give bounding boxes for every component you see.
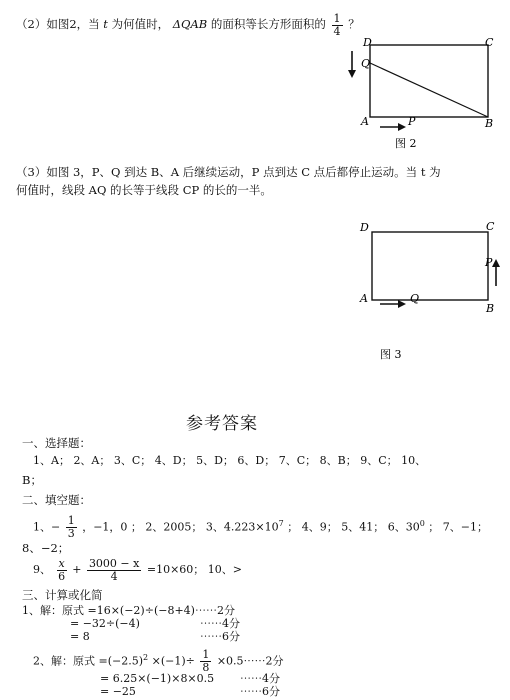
- q2-frac-num: 1: [333, 11, 341, 25]
- calc-2-line-2-score: ⋯⋯4分: [240, 672, 280, 685]
- fig3-label-a: A: [360, 292, 368, 305]
- fig2-label-d: D: [363, 36, 372, 49]
- q2-frac-den: 4: [333, 24, 341, 38]
- calc2-exponent: 2: [143, 653, 149, 662]
- figure-3: [350, 218, 505, 368]
- section-3-heading: 三、计算或化简: [22, 588, 103, 602]
- fill1-part-d: ； 7、−1；: [428, 520, 489, 534]
- question-2: [16, 10, 360, 38]
- fill9-fraction-2: [87, 558, 141, 583]
- fill9-f1-den: 6: [58, 569, 66, 583]
- calc-2-line-3: = −25: [100, 685, 136, 698]
- calc2-frac-num: 1: [202, 648, 210, 662]
- fill-answers-line-2: 8、−2；: [22, 541, 70, 555]
- calc2-part-a: 2、解：原式 =(−2.5): [33, 654, 144, 668]
- fig2-rectangle: [370, 45, 488, 117]
- q2-fraction: [332, 13, 343, 38]
- fill9-f2-den: 4: [110, 569, 118, 583]
- fig2-label-a: A: [361, 115, 369, 128]
- fill1-part-c: ； 4、9； 5、41； 6、30: [287, 520, 420, 534]
- fig2-down-arrow-icon: [348, 51, 356, 78]
- answers-title: 参考答案: [186, 414, 258, 434]
- section-1-answers-line-1: 1、A； 2、A； 3、C； 4、D； 5、D； 6、D； 7、C； 8、B； 9、C； 10、: [33, 454, 427, 467]
- fig3-up-arrow-icon: [492, 259, 500, 286]
- fig2-label-b: B: [485, 117, 494, 130]
- fig3-label-b: B: [486, 302, 495, 315]
- calc2-part-b: ×(−1)÷: [151, 654, 195, 668]
- fill1-fraction: [66, 515, 77, 540]
- fill-answers-line-1: [33, 509, 488, 539]
- section-2-heading: 二、填空题：: [22, 493, 91, 507]
- q2-suffix: 的面积等长方形面积的: [210, 17, 326, 31]
- fill9-fraction-1: [57, 558, 67, 583]
- fig3-label-q: Q: [410, 292, 420, 305]
- q2-prefix: （2）如图2，当: [16, 17, 100, 31]
- fill1-part-a: 1、−: [33, 520, 61, 534]
- calc2-part-c: ×0.5⋯⋯2分: [216, 654, 284, 668]
- calc-1-line-3-score: ⋯⋯6分: [200, 630, 240, 643]
- fill1-frac-den: 3: [67, 527, 75, 541]
- figure-2: [325, 35, 505, 155]
- fig2-right-arrow-icon: [380, 123, 406, 131]
- fill9-f1-num: x: [58, 556, 65, 570]
- section-1-answers-line-2: B；: [22, 473, 42, 487]
- calc2-frac-den: 8: [202, 661, 210, 675]
- calc-2-line-3-score: ⋯⋯6分: [240, 685, 280, 698]
- fig3-label-p: P: [485, 256, 493, 269]
- calc-1-line-2: = −32÷(−4): [70, 617, 140, 630]
- fill9-plus: +: [72, 563, 82, 576]
- fill9-prefix: 9、: [33, 563, 51, 576]
- calc-2-line-2: = 6.25×(−1)×8×0.5: [100, 672, 215, 685]
- question-3-line-1: （3）如图 3，P、Q 到达 B、A 后继续运动，P 点到达 C 点后都停止运动。当 t 为: [16, 165, 441, 179]
- q2-end: ？: [348, 17, 360, 31]
- fig3-rectangle: [372, 232, 488, 300]
- q2-middle: 为何值时，: [111, 17, 170, 31]
- fill1-exponent: 7: [278, 519, 284, 528]
- fig3-right-arrow-icon: [380, 300, 406, 308]
- fill1-frac-num: 1: [67, 514, 75, 528]
- fill9-f2-num: 3000 − x: [88, 556, 140, 570]
- section-1-heading: 一、选择题：: [22, 436, 91, 450]
- calc-1-line-1: 1、解：原式 =16×(−2)÷(−8+4)⋯⋯2分: [22, 604, 235, 617]
- fig2-segment-qb: [370, 63, 488, 117]
- q2-triangle: ΔQAB: [172, 17, 208, 31]
- fig2-label-p: P: [408, 115, 416, 128]
- q2-var-t: t: [103, 17, 108, 31]
- calc-2-line-1: [33, 645, 284, 675]
- fig3-caption: 图 3: [380, 348, 402, 361]
- fill9-rest: =10×60； 10、>: [146, 563, 242, 576]
- fig3-label-c: C: [486, 220, 495, 233]
- fig2-caption: 图 2: [395, 137, 417, 150]
- fig3-label-d: D: [360, 221, 369, 234]
- calc-1-line-2-score: ⋯⋯4分: [200, 617, 240, 630]
- fig2-label-c: C: [485, 36, 494, 49]
- fill-answers-line-3: [33, 555, 242, 585]
- question-3-line-2: 何值时，线段 AQ 的长等于线段 CP 的长的一半。: [16, 183, 272, 197]
- fill1-part-b: ，−1，0 ； 2、2005； 3、4.223×10: [82, 520, 279, 534]
- calc-1-line-3: = 8: [70, 630, 90, 643]
- fig2-label-q: Q: [361, 57, 371, 70]
- fill1-degree: 0: [419, 519, 425, 528]
- calc2-fraction: [200, 649, 211, 674]
